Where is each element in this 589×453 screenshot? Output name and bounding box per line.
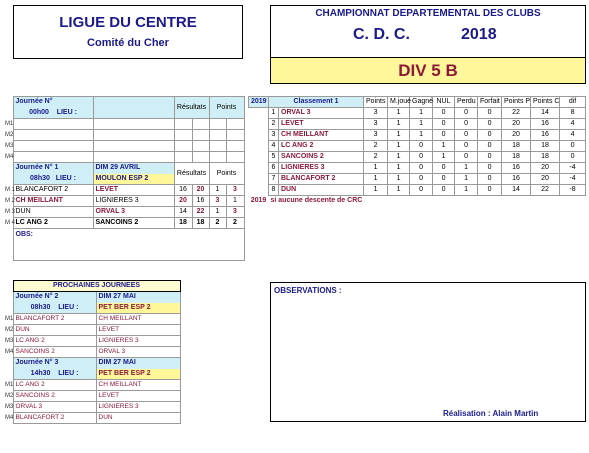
rank: 1 bbox=[269, 108, 279, 119]
match-number: M 1 bbox=[5, 187, 16, 193]
league-header bbox=[13, 5, 243, 59]
match-number: M2 bbox=[5, 393, 14, 399]
away-score: 22 bbox=[192, 207, 209, 218]
journee3-venue: PET BER ESP 2 bbox=[96, 369, 180, 380]
team-name: ORVAL 3 bbox=[279, 108, 364, 119]
home-team: DUN bbox=[13, 325, 96, 336]
stat-cell: 1 bbox=[410, 130, 433, 141]
match-number: M 3 bbox=[5, 209, 16, 215]
rank: 6 bbox=[269, 163, 279, 174]
stat-cell: 20 bbox=[531, 174, 560, 185]
journee2-time: 08h30 bbox=[30, 303, 51, 311]
stat-cell: 0 bbox=[410, 141, 433, 152]
stat-cell: 22 bbox=[502, 108, 531, 119]
stat-cell: 0 bbox=[478, 163, 502, 174]
stat-cell: 0 bbox=[433, 108, 455, 119]
journee2-label: Journée N° 2 bbox=[13, 292, 96, 303]
stat-cell: 0 bbox=[410, 163, 433, 174]
championship-title: CHAMPIONNAT DEPARTEMENTAL DES CLUBS bbox=[315, 8, 541, 19]
list-item bbox=[3, 314, 180, 325]
table-row bbox=[3, 218, 244, 229]
col-header: M.joué bbox=[388, 97, 410, 108]
away-team: CH MEILLANT bbox=[96, 314, 180, 325]
stat-cell: 0 bbox=[410, 152, 433, 163]
table-row bbox=[249, 185, 586, 196]
list-item bbox=[3, 413, 180, 424]
home-team: LC ANG 2 bbox=[13, 380, 96, 391]
table-row bbox=[249, 152, 586, 163]
match-number: M4 bbox=[5, 349, 14, 355]
home-team: SANCOINS 2 bbox=[13, 391, 96, 402]
stat-cell: 2 bbox=[364, 152, 388, 163]
table-row bbox=[249, 108, 586, 119]
journee3-time: 14h30 bbox=[30, 369, 51, 377]
results-header: Résultats bbox=[176, 103, 207, 111]
crc-note: si aucune descente de CRC bbox=[270, 197, 363, 205]
journee-time: 00h00 bbox=[29, 108, 49, 116]
stat-cell: 0 bbox=[433, 130, 455, 141]
stat-cell: 0 bbox=[478, 130, 502, 141]
home-points: 1 bbox=[209, 185, 226, 196]
journee2-venue: PET BER ESP 2 bbox=[96, 303, 180, 314]
empty-cell bbox=[249, 108, 269, 119]
home-score: 14 bbox=[174, 207, 192, 218]
away-points: 1 bbox=[226, 196, 244, 207]
match-slot-label: M3 bbox=[5, 143, 14, 149]
col-header: NUL bbox=[433, 97, 455, 108]
stat-cell: 18 bbox=[502, 141, 531, 152]
table-row bbox=[249, 163, 586, 174]
home-points: 2 bbox=[209, 218, 226, 229]
season-year: 2018 bbox=[461, 26, 497, 43]
away-team: CH MEILLANT bbox=[96, 380, 180, 391]
col-header: Forfait bbox=[478, 97, 502, 108]
cdc-label: C. D. C. bbox=[353, 26, 410, 43]
upcoming-title: PROCHAINES JOURNEES bbox=[13, 281, 180, 292]
home-team: LC ANG 2 bbox=[13, 336, 96, 347]
list-item bbox=[3, 402, 180, 413]
stat-cell: 0 bbox=[433, 163, 455, 174]
stat-cell: 0 bbox=[478, 152, 502, 163]
stat-cell: 0 bbox=[433, 119, 455, 130]
match-slot-label: M2 bbox=[5, 132, 14, 138]
lieu-label: LIEU : bbox=[58, 303, 79, 311]
away-team: DUN bbox=[96, 413, 180, 424]
stat-cell: 0 bbox=[433, 174, 455, 185]
home-team: BLANCAFORT 2 bbox=[13, 185, 93, 196]
points-header: Points bbox=[216, 103, 237, 111]
stat-cell: 3 bbox=[364, 108, 388, 119]
empty-cell bbox=[249, 130, 269, 141]
away-team: LIGNIERES 3 bbox=[93, 196, 174, 207]
upcoming-block bbox=[3, 280, 181, 424]
table-row bbox=[3, 196, 244, 207]
rank: 3 bbox=[269, 130, 279, 141]
team-name: BLANCAFORT 2 bbox=[279, 174, 364, 185]
empty-cell bbox=[249, 119, 269, 130]
stat-cell: 1 bbox=[388, 108, 410, 119]
stat-cell: 0 bbox=[478, 174, 502, 185]
match-number: M 2 bbox=[5, 198, 16, 204]
home-score: 20 bbox=[174, 196, 192, 207]
journee3-label: Journée N° 3 bbox=[13, 358, 96, 369]
stat-cell: 4 bbox=[560, 130, 586, 141]
stat-cell: 1 bbox=[410, 119, 433, 130]
col-header: Points C bbox=[531, 97, 560, 108]
list-item bbox=[3, 380, 180, 391]
journee1-venue: MOULON ESP 2 bbox=[95, 174, 149, 182]
table-row bbox=[249, 130, 586, 141]
empty-cell bbox=[249, 141, 269, 152]
empty-cell bbox=[249, 163, 269, 174]
stat-cell: 16 bbox=[502, 163, 531, 174]
stat-cell: 18 bbox=[531, 152, 560, 163]
obs-label: OBS: bbox=[15, 231, 33, 238]
observations-label: OBSERVATIONS : bbox=[274, 286, 342, 295]
observations-box bbox=[270, 282, 586, 422]
away-score: 20 bbox=[192, 185, 209, 196]
stat-cell: 1 bbox=[455, 163, 478, 174]
stat-cell: 0 bbox=[455, 108, 478, 119]
stat-cell: 14 bbox=[531, 108, 560, 119]
stat-cell: 1 bbox=[388, 141, 410, 152]
list-item bbox=[3, 347, 180, 358]
stat-cell: 1 bbox=[388, 152, 410, 163]
division-label: DIV 5 B bbox=[398, 61, 458, 80]
away-team: ORVAL 3 bbox=[93, 207, 174, 218]
away-team: LEVET bbox=[96, 325, 180, 336]
stat-cell: 1 bbox=[388, 174, 410, 185]
col-header: Points bbox=[364, 97, 388, 108]
rank: 4 bbox=[269, 141, 279, 152]
stat-cell: 3 bbox=[364, 130, 388, 141]
stat-cell: 16 bbox=[531, 130, 560, 141]
stat-cell: -8 bbox=[560, 185, 586, 196]
stat-cell: 2 bbox=[364, 141, 388, 152]
stat-cell: 20 bbox=[502, 119, 531, 130]
author-credit: Réalisation : Alain Martin bbox=[443, 409, 539, 418]
stat-cell: 16 bbox=[531, 119, 560, 130]
rank: 7 bbox=[269, 174, 279, 185]
home-score: 16 bbox=[174, 185, 192, 196]
table-row bbox=[249, 141, 586, 152]
journee3-date: DIM 27 MAI bbox=[96, 358, 180, 369]
home-team: CH MEILLANT bbox=[13, 196, 93, 207]
table-row bbox=[3, 185, 244, 196]
away-team: LEVET bbox=[93, 185, 174, 196]
stat-cell: 22 bbox=[531, 185, 560, 196]
team-name: SANCOINS 2 bbox=[279, 152, 364, 163]
lieu-label: LIEU : bbox=[55, 174, 76, 182]
stat-cell: 1 bbox=[410, 108, 433, 119]
standings-title: Classement 1 bbox=[269, 97, 364, 108]
col-header: Points P bbox=[502, 97, 531, 108]
match-number: M3 bbox=[5, 338, 14, 344]
team-name: CH MEILLANT bbox=[279, 130, 364, 141]
stat-cell: -4 bbox=[560, 174, 586, 185]
col-header: Perdu bbox=[455, 97, 478, 108]
match-number: M3 bbox=[5, 404, 14, 410]
stat-cell: 0 bbox=[560, 152, 586, 163]
rank: 5 bbox=[269, 152, 279, 163]
stat-cell: 1 bbox=[364, 185, 388, 196]
away-team: LIGNIERES 3 bbox=[96, 336, 180, 347]
lieu-label: LIEU : bbox=[58, 369, 79, 377]
away-score: 18 bbox=[192, 218, 209, 229]
committee-subtitle: Comité du Cher bbox=[87, 37, 169, 49]
stat-cell: 0 bbox=[455, 141, 478, 152]
stat-cell: 0 bbox=[478, 141, 502, 152]
home-team: SANCOINS 2 bbox=[13, 347, 96, 358]
away-team: LIGNIERES 3 bbox=[96, 402, 180, 413]
away-points: 3 bbox=[226, 207, 244, 218]
stat-cell: 0 bbox=[410, 185, 433, 196]
stat-cell: 20 bbox=[502, 130, 531, 141]
stat-cell: 1 bbox=[433, 152, 455, 163]
journee1-time: 08h30 bbox=[30, 174, 50, 182]
away-team: SANCOINS 2 bbox=[93, 218, 174, 229]
stat-cell: 18 bbox=[502, 152, 531, 163]
list-item bbox=[3, 391, 180, 402]
note-year: 2019 bbox=[250, 197, 267, 204]
rank: 8 bbox=[269, 185, 279, 196]
team-name: LIGNIERES 3 bbox=[279, 163, 364, 174]
empty-cell bbox=[249, 174, 269, 185]
stat-cell: 14 bbox=[502, 185, 531, 196]
stat-cell: 20 bbox=[531, 163, 560, 174]
division-banner bbox=[270, 57, 586, 84]
journee1-date: DIM 29 AVRIL bbox=[95, 164, 141, 172]
home-team: BLANCAFORT 2 bbox=[13, 314, 96, 325]
journee-label: Journée N° bbox=[15, 98, 53, 106]
match-number: M2 bbox=[5, 327, 14, 333]
stat-cell: 0 bbox=[478, 119, 502, 130]
championship-header bbox=[270, 5, 586, 58]
stat-cell: 1 bbox=[388, 163, 410, 174]
team-name: DUN bbox=[279, 185, 364, 196]
match-number: M 4 bbox=[5, 220, 16, 226]
away-team: ORVAL 3 bbox=[96, 347, 180, 358]
stat-cell: 16 bbox=[502, 174, 531, 185]
lieu-label: LIEU : bbox=[56, 108, 77, 116]
table-row bbox=[249, 174, 586, 185]
home-points: 1 bbox=[209, 207, 226, 218]
empty-cell bbox=[249, 152, 269, 163]
journee2-date: DIM 27 MAI bbox=[96, 292, 180, 303]
stat-cell: 3 bbox=[364, 119, 388, 130]
standings-block bbox=[248, 96, 586, 207]
stat-cell: 18 bbox=[531, 141, 560, 152]
rank: 2 bbox=[269, 119, 279, 130]
list-item bbox=[3, 336, 180, 347]
match-slot-label: M1 bbox=[5, 121, 14, 127]
stat-cell: 1 bbox=[455, 174, 478, 185]
home-score: 18 bbox=[174, 218, 192, 229]
stat-cell: 1 bbox=[388, 119, 410, 130]
standings-year: 2019 bbox=[249, 97, 269, 108]
table-row bbox=[249, 119, 586, 130]
home-team: LC ANG 2 bbox=[13, 218, 93, 229]
home-points: 3 bbox=[209, 196, 226, 207]
team-name: LC ANG 2 bbox=[279, 141, 364, 152]
stat-cell: 4 bbox=[560, 119, 586, 130]
points-header: Points bbox=[216, 169, 237, 177]
stat-cell: 0 bbox=[478, 108, 502, 119]
stat-cell: 0 bbox=[455, 152, 478, 163]
league-title: LIGUE DU CENTRE bbox=[59, 14, 197, 31]
stat-cell: 0 bbox=[478, 185, 502, 196]
stat-cell: 0 bbox=[560, 141, 586, 152]
stat-cell: 1 bbox=[364, 163, 388, 174]
stat-cell: 1 bbox=[388, 130, 410, 141]
match-number: M1 bbox=[5, 382, 14, 388]
away-score: 16 bbox=[192, 196, 209, 207]
home-team: ORVAL 3 bbox=[13, 402, 96, 413]
results-header: Résultats bbox=[176, 169, 207, 177]
stat-cell: 0 bbox=[433, 185, 455, 196]
journee1-label: Journée N° 1 bbox=[15, 164, 59, 172]
home-team: DUN bbox=[13, 207, 93, 218]
away-points: 3 bbox=[226, 185, 244, 196]
stat-cell: -4 bbox=[560, 163, 586, 174]
away-points: 2 bbox=[226, 218, 244, 229]
match-number: M4 bbox=[5, 415, 14, 421]
stat-cell: 1 bbox=[433, 141, 455, 152]
empty-cell bbox=[249, 185, 269, 196]
stat-cell: 1 bbox=[364, 174, 388, 185]
col-header: Gagné bbox=[410, 97, 433, 108]
home-team: BLANCAFORT 2 bbox=[13, 413, 96, 424]
stat-cell: 1 bbox=[455, 185, 478, 196]
match-slot-label: M4 bbox=[5, 154, 14, 160]
stat-cell: 0 bbox=[455, 119, 478, 130]
team-name: LEVET bbox=[279, 119, 364, 130]
stat-cell: 1 bbox=[388, 185, 410, 196]
stat-cell: 8 bbox=[560, 108, 586, 119]
stat-cell: 0 bbox=[410, 174, 433, 185]
list-item bbox=[3, 325, 180, 336]
results-block bbox=[3, 96, 245, 261]
col-header: dif bbox=[560, 97, 586, 108]
match-number: M1 bbox=[5, 316, 14, 322]
standings-header-row bbox=[249, 97, 586, 108]
away-team: LEVET bbox=[96, 391, 180, 402]
table-row bbox=[3, 207, 244, 218]
stat-cell: 0 bbox=[455, 130, 478, 141]
